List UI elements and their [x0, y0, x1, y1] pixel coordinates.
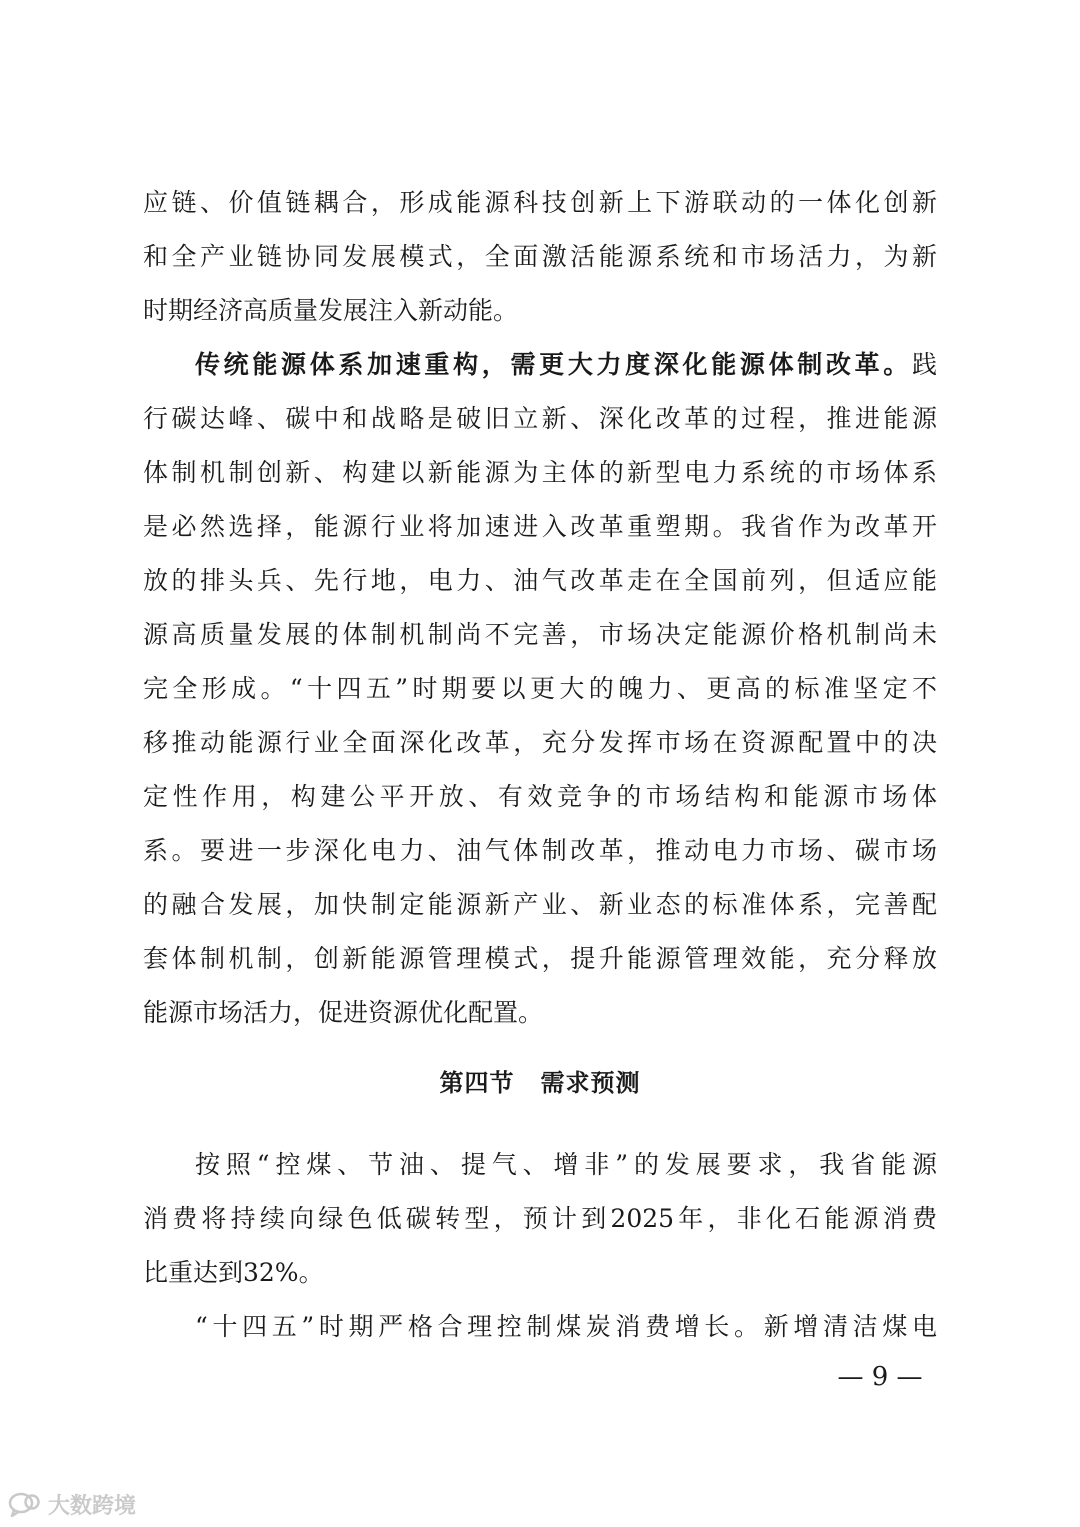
- paragraph-2-line: 能源市场活力，促进资源优化配置。: [143, 998, 544, 1027]
- paragraph-1-line: 时期经济高质量发展注入新动能。: [143, 296, 519, 325]
- watermark-text: 大数跨境: [48, 1493, 137, 1519]
- paragraph-2-line: 系。要进一步深化电力、油气体制改革，推动电力市场、碳市场: [143, 836, 937, 865]
- paragraph-2-line: 是必然选择，能源行业将加速进入改革重塑期。我省作为改革开: [143, 512, 937, 541]
- paragraph-2-line: 行碳达峰、碳中和战略是破旧立新、深化改革的过程，推进能源: [143, 404, 937, 433]
- paragraph-1-line: 应链、价值链耦合，形成能源科技创新上下游联动的一体化创新: [143, 188, 937, 217]
- paragraph-3-line: 按照“控煤、节油、提气、增非”的发展要求，我省能源: [195, 1150, 937, 1179]
- paragraph-2-line: 体制机制创新、构建以新能源为主体的新型电力系统的市场体系: [143, 458, 937, 487]
- section-heading: [0, 1066, 1080, 1100]
- paragraph-3-line: 消费将持续向绿色低碳转型，预计到2025年，非化石能源消费: [143, 1204, 937, 1233]
- paragraph-2-line: 的融合发展，加快制定能源新产业、新业态的标准体系，完善配: [143, 890, 937, 919]
- paragraph-2-line: 源高质量发展的体制机制尚不完善，市场决定能源价格机制尚未: [143, 620, 937, 649]
- paragraph-2-first-line-rest: 践: [911, 350, 937, 379]
- page-number: — 9 —: [837, 1362, 923, 1392]
- section-number: 第四节: [439, 1069, 515, 1097]
- watermark: [8, 1488, 136, 1520]
- paragraph-1-line: 和全产业链协同发展模式，全面激活能源系统和市场活力，为新: [143, 242, 937, 271]
- paragraph-2-line: 定性作用，构建公平开放、有效竞争的市场结构和能源市场体: [143, 782, 937, 811]
- paragraph-2-bold-lead: 传统能源体系加速重构，需更大力度深化能源体制改革。: [195, 350, 912, 379]
- paragraph-4-line: “十四五”时期严格合理控制煤炭消费增长。新增清洁煤电: [195, 1312, 937, 1341]
- paragraph-2-line: 套体制机制，创新能源管理模式，提升能源管理效能，充分释放: [143, 944, 937, 973]
- chat-bubble-logo-icon: [8, 1491, 42, 1517]
- section-title: 需求预测: [540, 1069, 641, 1097]
- paragraph-2-line: 完全形成。“十四五”时期要以更大的魄力、更高的标准坚定不: [143, 674, 937, 703]
- paragraph-2-first-line: [195, 348, 937, 382]
- paragraph-2-line: 移推动能源行业全面深化改革，充分发挥市场在资源配置中的决: [143, 728, 937, 757]
- paragraph-3-line: 比重达到32%。: [143, 1258, 324, 1287]
- paragraph-2-line: 放的排头兵、先行地，电力、油气改革走在全国前列，但适应能: [143, 566, 937, 595]
